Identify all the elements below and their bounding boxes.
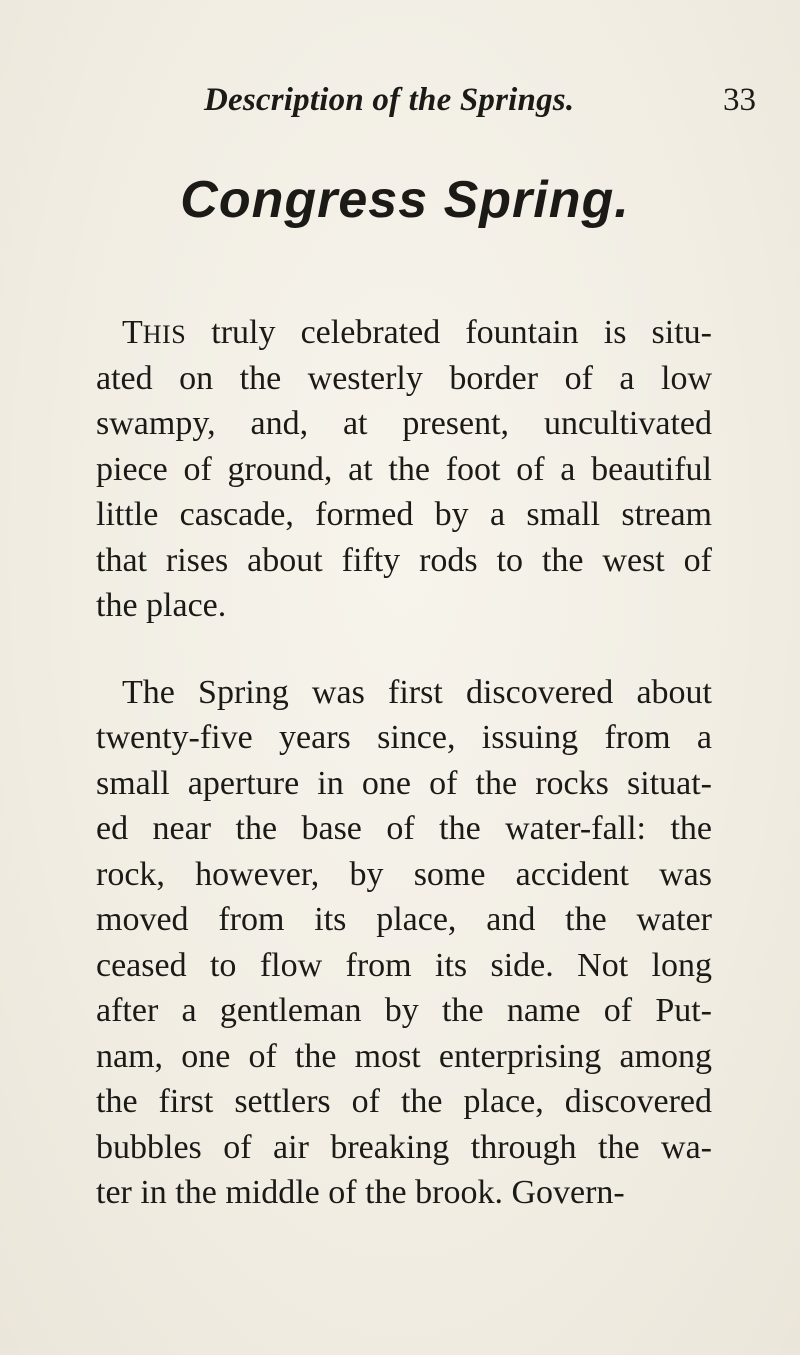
text-line: the place. (96, 587, 227, 624)
paragraph-gap (96, 629, 712, 670)
paragraph-2 (96, 670, 712, 1216)
text-line: swampy, and, at present, uncultivated (96, 405, 712, 442)
body-text (96, 310, 712, 1216)
small-caps-rest: HIS (142, 320, 187, 349)
text-line: ter in the middle of the brook. Govern- (96, 1174, 625, 1211)
text-line: ed near the base of the water-fall: the (96, 810, 712, 847)
text-line: moved from its place, and the water (96, 901, 712, 938)
text-line: little cascade, formed by a small stream (96, 496, 712, 533)
text-line: THIS truly celebrated fountain is situ- (122, 314, 712, 351)
text-line: the first settlers of the place, discovered (96, 1083, 712, 1120)
paragraph-1 (96, 310, 712, 629)
text-line: bubbles of air breaking through the wa- (96, 1128, 712, 1166)
text-line: rock, however, by some accident was (96, 855, 712, 893)
text-line: ated on the westerly border of a low (96, 359, 712, 397)
text-line: small aperture in one of the rocks situat- (96, 764, 712, 802)
running-title: Description of the Springs. (204, 82, 575, 118)
text-line: twenty-five years since, issuing from a (96, 719, 712, 756)
chapter-title: Congress Spring. (180, 171, 630, 229)
text-line: The Spring was first discovered about (122, 673, 712, 711)
page-number: 33 (723, 82, 756, 118)
text-line: nam, one of the most enterprising among (96, 1037, 712, 1075)
text-line: after a gentleman by the name of Put- (96, 992, 712, 1029)
small-caps-lead: T (122, 314, 143, 351)
text-line: that rises about fifty rods to the west of (96, 541, 712, 579)
text-line: ceased to flow from its side. Not long (96, 946, 712, 984)
running-head (0, 82, 800, 122)
text-line: piece of ground, at the foot of a beautiful (96, 450, 712, 488)
